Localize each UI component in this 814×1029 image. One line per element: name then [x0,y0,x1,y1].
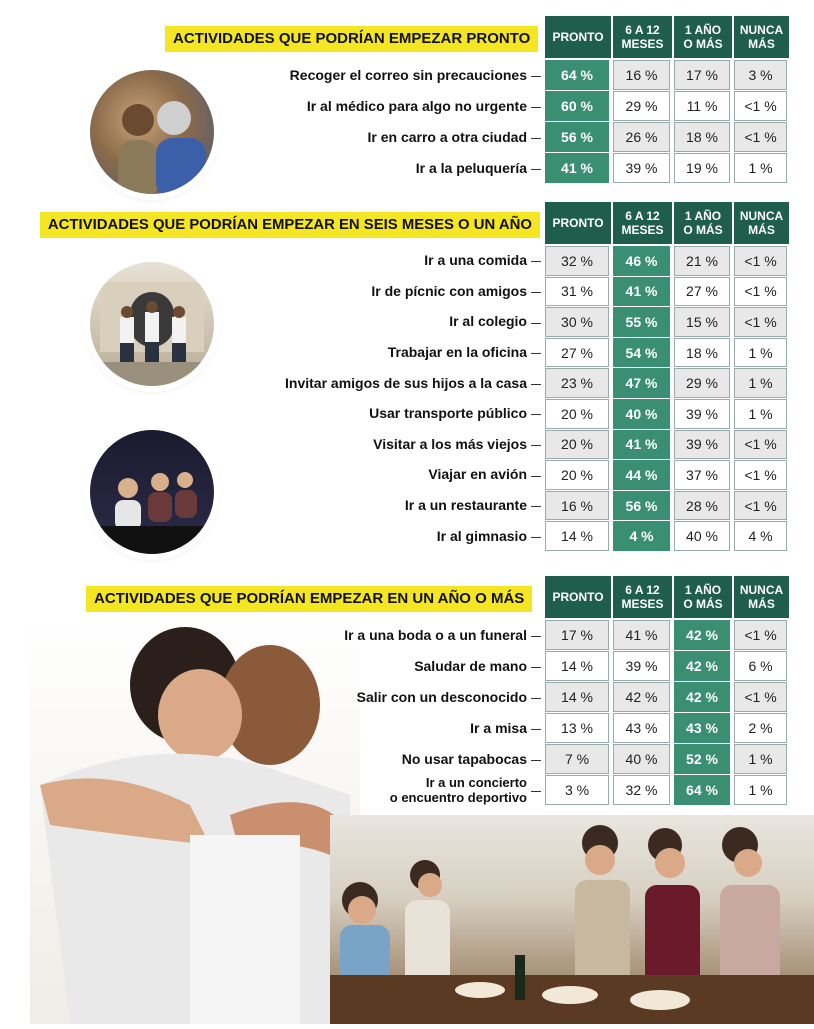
row-label: Ir a una comida [424,252,527,269]
table-cell: 64 % [674,775,730,805]
table-cell: 7 % [545,744,609,774]
column-header: NUNCA MÁS [734,202,789,244]
row-connector [531,667,541,668]
table-cell: 42 % [674,620,730,650]
column-header: 6 A 12 MESES [613,576,672,618]
table-cell: <1 % [734,430,787,460]
table-cell: 29 % [613,91,670,121]
table-cell: 56 % [545,122,609,152]
table-cell: 30 % [545,307,609,337]
table-cell: 20 % [545,399,609,429]
row-connector [531,698,541,699]
row-label: Ir a un concierto o encuentro deportivo [389,775,527,805]
table-cell: 39 % [674,399,730,429]
table-cell: <1 % [734,682,787,712]
table-cell: 4 % [734,521,787,551]
table-cell: 16 % [545,491,609,521]
table-cell: 39 % [613,651,670,681]
table-cell: 40 % [613,744,670,774]
table-cell: 28 % [674,491,730,521]
table-cell: <1 % [734,277,787,307]
column-header: NUNCA MÁS [734,576,789,618]
table-cell: 32 % [613,775,670,805]
table-cell: 1 % [734,153,787,183]
row-connector [531,537,541,538]
table-cell: 14 % [545,651,609,681]
table-cell: <1 % [734,460,787,490]
photo-women [90,70,214,194]
table-cell: 17 % [674,60,730,90]
photo-cinema [90,430,214,554]
table-cell: 18 % [674,338,730,368]
row-connector [531,414,541,415]
row-label: Ir al gimnasio [436,527,527,544]
row-label: Recoger el correo sin precauciones [289,66,527,83]
row-connector [531,76,541,77]
row-label: Ir a la peluquería [415,159,527,176]
row-label: Saludar de mano [414,657,527,674]
table-cell: 31 % [545,277,609,307]
row-connector [531,506,541,507]
row-connector [531,791,541,792]
row-connector [531,760,541,761]
table-cell: 52 % [674,744,730,774]
table-cell: 43 % [674,713,730,743]
table-cell: 1 % [734,368,787,398]
table-cell: 56 % [613,491,670,521]
row-label: No usar tapabocas [401,750,527,767]
row-label: Viajar en avión [428,466,527,483]
row-label: Ir al médico para algo no urgente [306,97,527,114]
column-header: PRONTO [545,202,611,244]
table-cell: 40 % [613,399,670,429]
table-cell: 16 % [613,60,670,90]
row-label: Usar transporte público [369,405,527,422]
table-cell: 1 % [734,744,787,774]
table-cell: 47 % [613,368,670,398]
table-cell: 23 % [545,368,609,398]
table-cell: 29 % [674,368,730,398]
table-cell: 41 % [613,277,670,307]
table-cell: 20 % [545,430,609,460]
table-cell: <1 % [734,122,787,152]
table-cell: 60 % [545,91,609,121]
table-cell: <1 % [734,246,787,276]
table-cell: 54 % [613,338,670,368]
table-cell: 11 % [674,91,730,121]
table-cell: 1 % [734,338,787,368]
photo-students [90,262,214,386]
table-cell: 17 % [545,620,609,650]
table-cell: 32 % [545,246,609,276]
table-cell: <1 % [734,307,787,337]
column-header: 6 A 12 MESES [613,202,672,244]
row-connector [531,292,541,293]
table-cell: 27 % [545,338,609,368]
section-title: ACTIVIDADES QUE PODRÍAN EMPEZAR EN SEIS MESES O UN AÑO [40,212,540,238]
table-cell: 3 % [734,60,787,90]
table-cell: 19 % [674,153,730,183]
table-cell: 14 % [545,682,609,712]
table-cell: 13 % [545,713,609,743]
table-cell: <1 % [734,491,787,521]
table-cell: 3 % [545,775,609,805]
table-cell: 43 % [613,713,670,743]
table-cell: 40 % [674,521,730,551]
row-label: Invitar amigos de sus hijos a la casa [285,374,527,391]
row-connector [531,261,541,262]
table-cell: 46 % [613,246,670,276]
table-cell: 26 % [613,122,670,152]
table-cell: 21 % [674,246,730,276]
table-cell: 39 % [674,430,730,460]
table-cell: 14 % [545,521,609,551]
row-connector [531,323,541,324]
table-cell: 4 % [613,521,670,551]
table-cell: 41 % [613,430,670,460]
table-cell: 64 % [545,60,609,90]
table-cell: 42 % [674,682,730,712]
table-cell: 20 % [545,460,609,490]
table-cell: 15 % [674,307,730,337]
row-label: Ir a una boda o a un funeral [344,626,527,643]
row-label: Salir con un desconocido [356,688,527,705]
photo-dinner [330,815,814,1024]
row-label: Ir al colegio [449,313,527,330]
row-label: Ir a misa [470,719,527,736]
column-header: 1 AÑO O MÁS [674,576,732,618]
table-cell: 41 % [613,620,670,650]
row-connector [531,138,541,139]
table-cell: 37 % [674,460,730,490]
column-header: 1 AÑO O MÁS [674,16,732,58]
table-cell: 55 % [613,307,670,337]
column-header: 1 AÑO O MÁS [674,202,732,244]
column-header: PRONTO [545,16,611,58]
table-cell: 42 % [674,651,730,681]
row-connector [531,445,541,446]
table-cell: <1 % [734,91,787,121]
row-connector [531,353,541,354]
table-cell: 44 % [613,460,670,490]
row-label: Visitar a los más viejos [373,435,527,452]
table-cell: 39 % [613,153,670,183]
column-header: 6 A 12 MESES [613,16,672,58]
section-title: ACTIVIDADES QUE PODRÍAN EMPEZAR PRONTO [165,26,538,52]
table-cell: 27 % [674,277,730,307]
table-cell: 6 % [734,651,787,681]
section-title: ACTIVIDADES QUE PODRÍAN EMPEZAR EN UN AÑO O MÁS [86,586,532,612]
table-cell: 41 % [545,153,609,183]
row-label: Ir en carro a otra ciudad [367,128,527,145]
row-label: Ir a un restaurante [404,497,527,514]
row-connector [531,636,541,637]
row-connector [531,476,541,477]
row-connector [531,384,541,385]
row-connector [531,729,541,730]
column-header: NUNCA MÁS [734,16,789,58]
table-cell: 2 % [734,713,787,743]
table-cell: 18 % [674,122,730,152]
column-header: PRONTO [545,576,611,618]
table-cell: 1 % [734,399,787,429]
table-cell: <1 % [734,620,787,650]
row-connector [531,107,541,108]
row-label: Ir de pícnic con amigos [371,282,527,299]
row-label: Trabajar en la oficina [387,344,527,361]
table-cell: 42 % [613,682,670,712]
table-cell: 1 % [734,775,787,805]
row-connector [531,169,541,170]
